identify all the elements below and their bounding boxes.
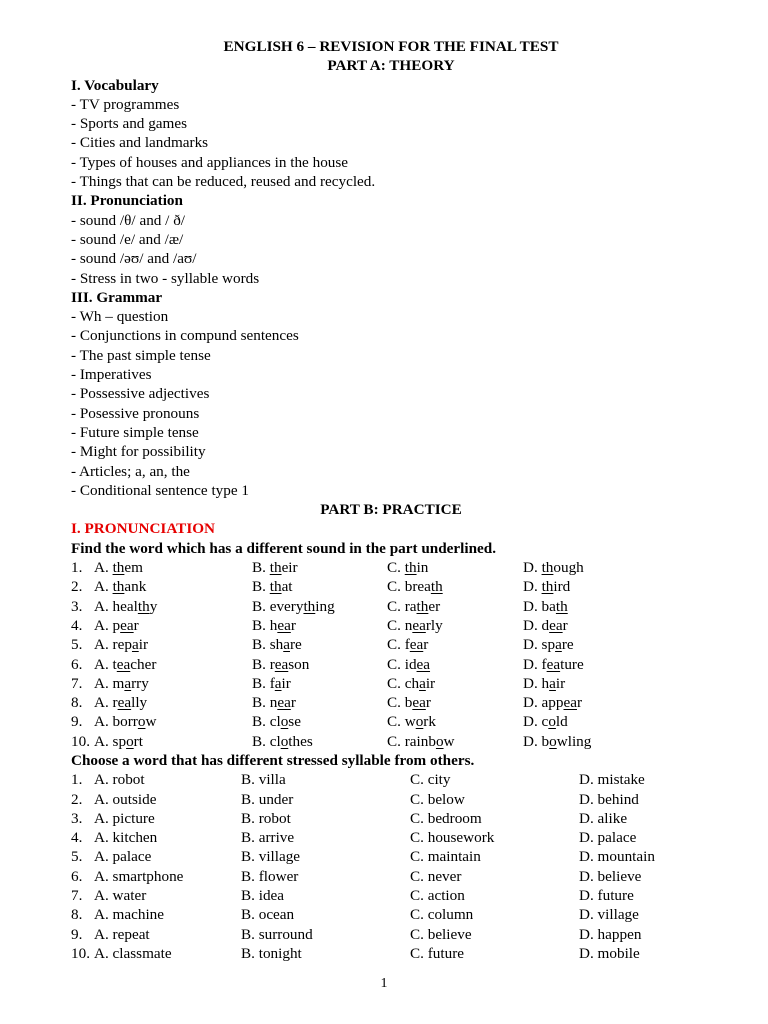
document-title: ENGLISH 6 – REVISION FOR THE FINAL TEST <box>223 38 559 55</box>
grammar-item: - Future simple tense <box>71 423 199 441</box>
question-number: 5. <box>71 636 83 654</box>
part-a-heading: PART A: THEORY <box>327 57 455 75</box>
option-a: A. smartphone <box>94 867 184 885</box>
option-d: D. mistake <box>579 771 645 789</box>
underlined-part: th <box>430 578 443 596</box>
option-c: C. thin <box>387 559 429 577</box>
question-number: 10. <box>71 732 90 750</box>
underlined-part: ea <box>117 694 132 712</box>
question-number: 9. <box>71 713 83 731</box>
underlined-part: ea <box>416 655 431 673</box>
underlined-part: th <box>112 578 125 596</box>
option-d: D. third <box>523 578 571 596</box>
document-page <box>71 37 711 963</box>
question-number: 7. <box>71 674 83 692</box>
option-d: D. spare <box>523 636 574 654</box>
question-row <box>71 693 711 712</box>
underlined-part: ea <box>120 616 134 634</box>
underlined-part: o <box>415 713 424 731</box>
option-c: C. work <box>387 713 436 731</box>
underlined-part: o <box>435 732 444 750</box>
pronunciation-list <box>71 211 711 288</box>
underlined-part: th <box>555 597 568 615</box>
option-d: D. feature <box>523 655 584 673</box>
option-c: C. breath <box>387 578 443 596</box>
option-c: C. fear <box>387 636 429 654</box>
option-d: D. mountain <box>579 848 655 866</box>
task2-instruction: Choose a word that has different stressed syllable from others. <box>71 751 475 769</box>
question-row <box>71 712 711 731</box>
underlined-part: ea <box>277 616 291 634</box>
grammar-item: - Posessive pronouns <box>71 404 200 422</box>
option-b: B. hear <box>252 616 296 634</box>
option-c: C. city <box>410 771 451 789</box>
pronunciation-section-heading: I. PRONUNCIATION <box>71 520 216 538</box>
underlined-part: th <box>269 578 282 596</box>
question-number: 8. <box>71 906 83 924</box>
question-number: 9. <box>71 925 83 943</box>
option-a: A. thank <box>94 578 147 596</box>
underlined-part: o <box>137 713 146 731</box>
pronunciation-item: - Stress in two - syllable words <box>71 269 260 287</box>
option-b: B. clothes <box>252 732 313 750</box>
option-c: C. rainbow <box>387 732 455 750</box>
option-b: B. robot <box>241 809 291 827</box>
question-row <box>71 635 711 654</box>
underlined-part: ea <box>546 655 561 673</box>
option-d: D. future <box>579 887 634 905</box>
underlined-part: ea <box>549 616 563 634</box>
question-row <box>71 732 711 751</box>
question-number: 7. <box>71 887 83 905</box>
underlined-part: a <box>283 636 290 654</box>
question-number: 6. <box>71 867 83 885</box>
underlined-part: th <box>303 597 316 615</box>
option-d: D. mobile <box>579 944 640 962</box>
option-d: D. believe <box>579 867 642 885</box>
question-row <box>71 886 711 905</box>
question-number: 2. <box>71 790 83 808</box>
option-c: C. bedroom <box>410 809 482 827</box>
option-b: B. close <box>252 713 301 731</box>
option-a: A. picture <box>94 809 155 827</box>
question-number: 2. <box>71 578 83 596</box>
grammar-item: - Articles; a, an, the <box>71 462 190 480</box>
underlined-part: th <box>404 559 417 577</box>
question-number: 8. <box>71 694 83 712</box>
option-b: B. village <box>241 848 301 866</box>
option-c: C. column <box>410 906 474 924</box>
question-row <box>71 809 711 828</box>
question-row <box>71 597 711 616</box>
question-row <box>71 925 711 944</box>
underlined-part: th <box>112 559 125 577</box>
option-d: D. bowling <box>523 732 592 750</box>
option-b: B. flower <box>241 867 299 885</box>
option-a: A. repair <box>94 636 148 654</box>
pronunciation-item: - sound /θ/ and / ð/ <box>71 211 186 229</box>
task1-question-list <box>71 558 711 751</box>
option-b: B. idea <box>241 887 285 905</box>
option-c: C. action <box>410 887 465 905</box>
part-b-heading: PART B: PRACTICE <box>320 501 462 519</box>
option-b: B. everything <box>252 597 335 615</box>
option-c: C. rather <box>387 597 441 615</box>
vocabulary-heading: I. Vocabulary <box>71 76 159 94</box>
underlined-part: th <box>541 578 554 596</box>
question-number: 3. <box>71 597 83 615</box>
question-row <box>71 558 711 577</box>
question-row <box>71 944 711 963</box>
option-a: A. marry <box>94 674 149 692</box>
option-c: C. never <box>410 867 462 885</box>
option-a: A. kitchen <box>94 829 158 847</box>
question-row <box>71 616 711 635</box>
option-c: C. believe <box>410 925 472 943</box>
option-c: C. chair <box>387 674 436 692</box>
underlined-part: a <box>419 674 426 692</box>
underlined-part: o <box>280 713 289 731</box>
option-a: A. healthy <box>94 597 158 615</box>
option-b: B. arrive <box>241 829 295 847</box>
underlined-part: th <box>541 559 554 577</box>
vocabulary-item: - Cities and landmarks <box>71 134 209 152</box>
vocabulary-list <box>71 95 711 191</box>
grammar-list <box>71 307 711 500</box>
underlined-part: ea <box>116 655 131 673</box>
option-d: D. appear <box>523 694 583 712</box>
option-a: A. repeat <box>94 925 150 943</box>
option-c: C. idea <box>387 655 431 673</box>
question-row <box>71 577 711 596</box>
question-number: 4. <box>71 829 83 847</box>
underlined-part: th <box>137 597 150 615</box>
option-c: C. future <box>410 944 464 962</box>
underlined-part: a <box>555 636 562 654</box>
option-a: A. borrow <box>94 713 157 731</box>
option-c: C. bear <box>387 694 431 712</box>
option-a: A. palace <box>94 848 152 866</box>
grammar-item: - The past simple tense <box>71 346 211 364</box>
option-a: A. water <box>94 887 147 905</box>
underlined-part: a <box>274 674 282 692</box>
vocabulary-item: - TV programmes <box>71 95 180 113</box>
option-b: B. fair <box>252 674 291 692</box>
option-d: D. happen <box>579 925 642 943</box>
underlined-part: ea <box>409 636 424 654</box>
option-c: C. maintain <box>410 848 481 866</box>
question-number: 10. <box>71 944 90 962</box>
pronunciation-heading: II. Pronunciation <box>71 192 183 210</box>
question-row <box>71 790 711 809</box>
option-d: D. though <box>523 559 584 577</box>
underlined-part: a <box>131 636 139 654</box>
question-number: 4. <box>71 616 83 634</box>
option-a: A. teacher <box>94 655 157 673</box>
option-d: D. behind <box>579 790 639 808</box>
underlined-part: o <box>549 732 557 750</box>
underlined-part: th <box>416 597 429 615</box>
underlined-part: o <box>126 732 134 750</box>
underlined-part: ea <box>274 655 289 673</box>
underlined-part: a <box>549 674 556 692</box>
question-number: 1. <box>71 559 83 577</box>
underlined-part: ea <box>412 616 426 634</box>
underlined-part: ea <box>412 694 426 712</box>
option-a: A. sport <box>94 732 143 750</box>
option-a: A. them <box>94 559 143 577</box>
grammar-item: - Might for possibility <box>71 443 206 461</box>
question-row <box>71 770 711 789</box>
underlined-part: o <box>548 713 556 731</box>
option-a: A. machine <box>94 906 165 924</box>
question-row <box>71 655 711 674</box>
option-c: C. housework <box>410 829 495 847</box>
vocabulary-item: - Types of houses and appliances in the house <box>71 153 349 171</box>
pronunciation-item: - sound /əʊ/ and /aʊ/ <box>71 250 197 268</box>
option-d: D. cold <box>523 713 568 731</box>
question-number: 1. <box>71 771 83 789</box>
task1-instruction: Find the word which has a different sound in the part underlined. <box>71 539 497 557</box>
option-a: A. really <box>94 694 148 712</box>
option-d: D. alike <box>579 809 628 827</box>
vocabulary-item: - Things that can be reduced, reused and recycled. <box>71 173 376 191</box>
vocabulary-item: - Sports and games <box>71 115 187 133</box>
grammar-item: - Possessive adjectives <box>71 385 210 403</box>
option-b: B. their <box>252 559 298 577</box>
option-d: D. hair <box>523 674 566 692</box>
option-b: B. that <box>252 578 293 596</box>
option-b: B. surround <box>241 925 313 943</box>
underlined-part: ea <box>563 694 577 712</box>
grammar-item: - Conditional sentence type 1 <box>71 481 249 499</box>
question-number: 3. <box>71 809 83 827</box>
option-b: B. under <box>241 790 294 808</box>
option-d: D. dear <box>523 616 568 634</box>
underlined-part: o <box>280 732 289 750</box>
option-a: A. classmate <box>94 944 172 962</box>
option-b: B. ocean <box>241 906 295 924</box>
option-b: B. tonight <box>241 944 302 962</box>
question-row <box>71 674 711 693</box>
option-b: B. near <box>252 694 296 712</box>
grammar-item: - Imperatives <box>71 366 152 384</box>
question-number: 5. <box>71 848 83 866</box>
option-d: D. palace <box>579 829 637 847</box>
pronunciation-item: - sound /e/ and /æ/ <box>71 230 184 248</box>
option-d: D. village <box>579 906 639 924</box>
underlined-part: a <box>124 674 132 692</box>
option-c: C. nearly <box>387 616 443 634</box>
question-row <box>71 867 711 886</box>
option-c: C. below <box>410 790 465 808</box>
grammar-item: - Wh – question <box>71 308 169 326</box>
underlined-part: ea <box>277 694 291 712</box>
question-row <box>71 847 711 866</box>
task2-question-list <box>71 770 711 963</box>
underlined-part: th <box>269 559 282 577</box>
option-b: B. villa <box>241 771 286 789</box>
question-row <box>71 828 711 847</box>
option-a: A. robot <box>94 771 145 789</box>
question-row <box>71 905 711 924</box>
option-b: B. reason <box>252 655 310 673</box>
page-number: 1 <box>380 976 388 991</box>
option-d: D. bath <box>523 597 568 615</box>
grammar-heading: III. Grammar <box>71 288 163 306</box>
option-a: A. outside <box>94 790 157 808</box>
grammar-item: - Conjunctions in compund sentences <box>71 327 299 345</box>
option-a: A. pear <box>94 616 139 634</box>
option-b: B. share <box>252 636 302 654</box>
question-number: 6. <box>71 655 83 673</box>
